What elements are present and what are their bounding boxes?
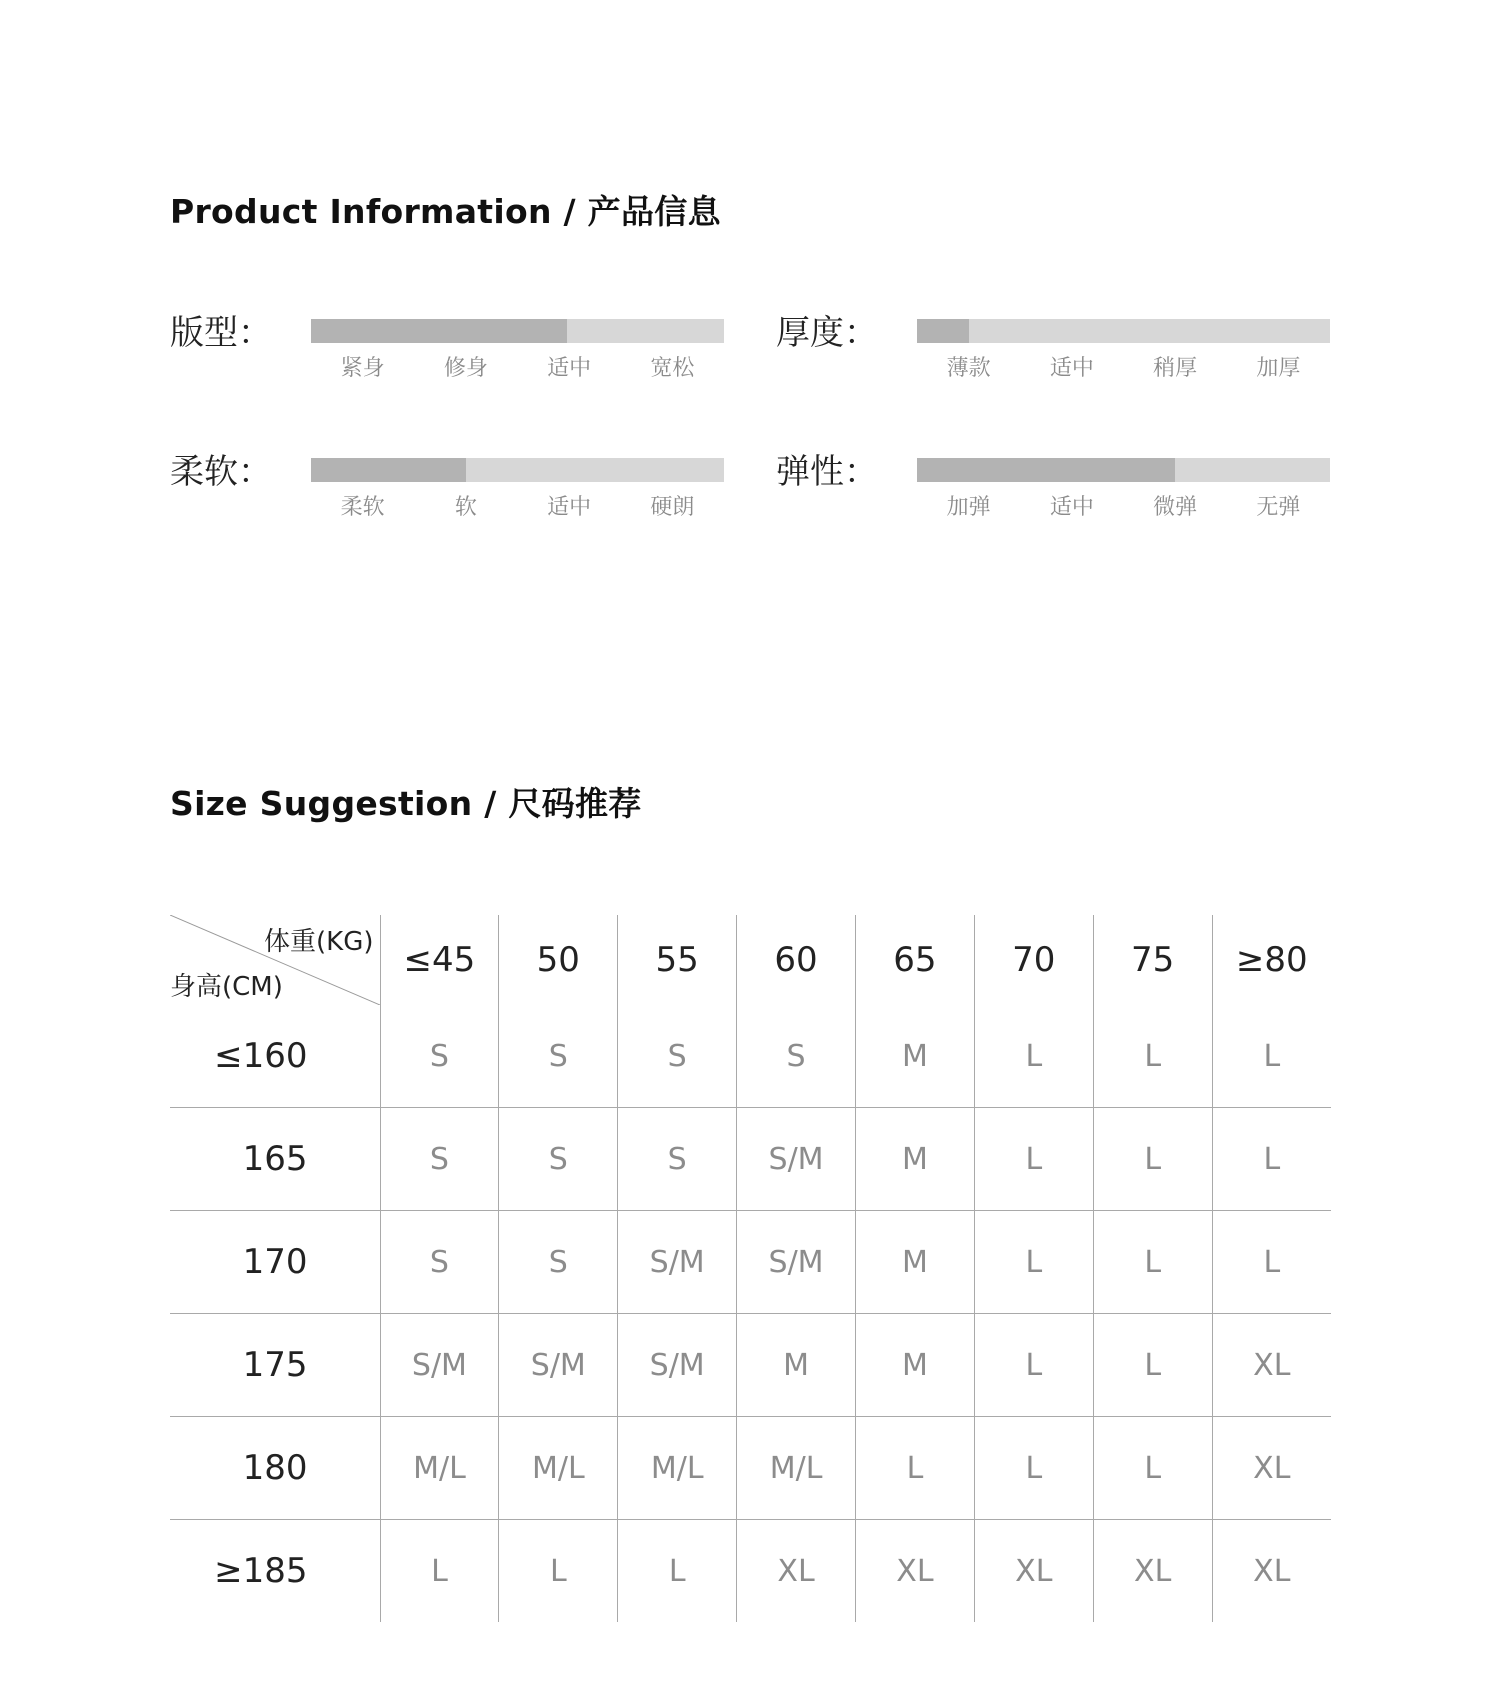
size-cell: S/M xyxy=(618,1314,737,1417)
height-header: 170 xyxy=(170,1211,380,1314)
table-row xyxy=(170,1005,1331,1108)
size-cell: S xyxy=(499,1005,618,1108)
size-cell: XL xyxy=(1093,1520,1212,1623)
size-cell: M xyxy=(856,1108,975,1211)
attr-label: 版型： xyxy=(170,313,272,353)
size-cell: S xyxy=(499,1108,618,1211)
scale-labels xyxy=(311,351,724,382)
table-row xyxy=(170,1520,1331,1623)
height-header: 175 xyxy=(170,1314,380,1417)
level-bar-fill xyxy=(311,458,466,482)
attr-softness xyxy=(170,444,770,564)
size-cell: L xyxy=(974,1314,1093,1417)
attr-label: 厚度： xyxy=(776,313,878,353)
size-cell: L xyxy=(856,1417,975,1520)
scale-label: 薄款 xyxy=(946,356,991,381)
attr-fit xyxy=(170,305,770,425)
size-cell: L xyxy=(974,1211,1093,1314)
size-cell: L xyxy=(380,1520,499,1623)
weight-header: 60 xyxy=(737,915,856,1005)
size-cell: S/M xyxy=(737,1211,856,1314)
size-cell: L xyxy=(1093,1005,1212,1108)
size-cell: XL xyxy=(1212,1520,1331,1623)
attr-thickness xyxy=(776,305,1376,425)
size-cell: L xyxy=(974,1108,1093,1211)
scale-label: 适中 xyxy=(547,495,592,520)
scale-label: 加厚 xyxy=(1256,356,1301,381)
size-cell: S xyxy=(380,1108,499,1211)
level-bar xyxy=(311,458,724,482)
scale-label: 宽松 xyxy=(650,356,695,381)
size-cell: M/L xyxy=(618,1417,737,1520)
size-cell: L xyxy=(1212,1211,1331,1314)
size-cell: S xyxy=(380,1005,499,1108)
size-cell: M/L xyxy=(499,1417,618,1520)
size-cell: M xyxy=(856,1005,975,1108)
size-cell: XL xyxy=(1212,1417,1331,1520)
size-cell: XL xyxy=(856,1520,975,1623)
size-cell: L xyxy=(974,1005,1093,1108)
size-cell: L xyxy=(1093,1108,1212,1211)
size-cell: M xyxy=(856,1314,975,1417)
size-cell: M xyxy=(856,1211,975,1314)
scale-label: 微弹 xyxy=(1153,495,1198,520)
scale-label: 硬朗 xyxy=(650,495,695,520)
scale-labels xyxy=(311,490,724,521)
size-suggestion-title: Size Suggestion / 尺码推荐 xyxy=(170,784,642,823)
size-cell: L xyxy=(1093,1314,1212,1417)
level-bar-fill xyxy=(917,319,969,343)
weight-header: 70 xyxy=(974,915,1093,1005)
size-cell: L xyxy=(1212,1108,1331,1211)
scale-labels xyxy=(917,351,1330,382)
size-cell: S/M xyxy=(618,1211,737,1314)
scale-labels xyxy=(917,490,1330,521)
level-bar xyxy=(917,458,1330,482)
level-bar-fill xyxy=(917,458,1175,482)
scale-label: 加弹 xyxy=(946,495,991,520)
table-row xyxy=(170,1314,1331,1417)
level-bar-fill xyxy=(311,319,567,343)
weight-header: 65 xyxy=(856,915,975,1005)
size-cell: L xyxy=(618,1520,737,1623)
scale-label: 紧身 xyxy=(340,356,385,381)
level-bar xyxy=(311,319,724,343)
size-cell: M/L xyxy=(380,1417,499,1520)
size-cell: S xyxy=(618,1005,737,1108)
weight-header: 50 xyxy=(499,915,618,1005)
size-cell: S/M xyxy=(380,1314,499,1417)
size-cell: L xyxy=(1093,1417,1212,1520)
corner-cell xyxy=(170,915,380,1005)
size-cell: S/M xyxy=(499,1314,618,1417)
scale-label: 修身 xyxy=(443,356,488,381)
scale-label: 适中 xyxy=(1049,495,1094,520)
height-header: ≥185 xyxy=(170,1520,380,1623)
scale-label: 适中 xyxy=(1049,356,1094,381)
corner-height-label: 身高(CM) xyxy=(170,972,283,1002)
weight-header: ≥80 xyxy=(1212,915,1331,1005)
attr-label: 柔软： xyxy=(170,452,272,492)
height-header: 165 xyxy=(170,1108,380,1211)
size-cell: S xyxy=(737,1005,856,1108)
scale-label: 稍厚 xyxy=(1153,356,1198,381)
scale-label: 无弹 xyxy=(1256,495,1301,520)
size-cell: S/M xyxy=(737,1108,856,1211)
table-header-row xyxy=(170,915,1331,1005)
size-cell: L xyxy=(974,1417,1093,1520)
height-header: ≤160 xyxy=(170,1005,380,1108)
scale-label: 软 xyxy=(454,495,477,520)
size-cell: S xyxy=(380,1211,499,1314)
size-cell: L xyxy=(1093,1211,1212,1314)
table-row xyxy=(170,1108,1331,1211)
attr-elasticity xyxy=(776,444,1376,564)
size-cell: M/L xyxy=(737,1417,856,1520)
size-cell: XL xyxy=(974,1520,1093,1623)
product-info-title: Product Information / 产品信息 xyxy=(170,192,721,231)
size-cell: L xyxy=(499,1520,618,1623)
size-cell: XL xyxy=(737,1520,856,1623)
size-cell: L xyxy=(1212,1005,1331,1108)
table-row xyxy=(170,1211,1331,1314)
size-cell: XL xyxy=(1212,1314,1331,1417)
corner-weight-label: 体重(KG) xyxy=(264,927,374,957)
size-cell: M xyxy=(737,1314,856,1417)
weight-header: 75 xyxy=(1093,915,1212,1005)
size-table xyxy=(170,915,1331,1622)
size-cell: S xyxy=(499,1211,618,1314)
scale-label: 柔软 xyxy=(340,495,385,520)
height-header: 180 xyxy=(170,1417,380,1520)
table-row xyxy=(170,1417,1331,1520)
level-bar xyxy=(917,319,1330,343)
attr-label: 弹性： xyxy=(776,452,878,492)
scale-label: 适中 xyxy=(547,356,592,381)
weight-header: ≤45 xyxy=(380,915,499,1005)
size-cell: S xyxy=(618,1108,737,1211)
weight-header: 55 xyxy=(618,915,737,1005)
